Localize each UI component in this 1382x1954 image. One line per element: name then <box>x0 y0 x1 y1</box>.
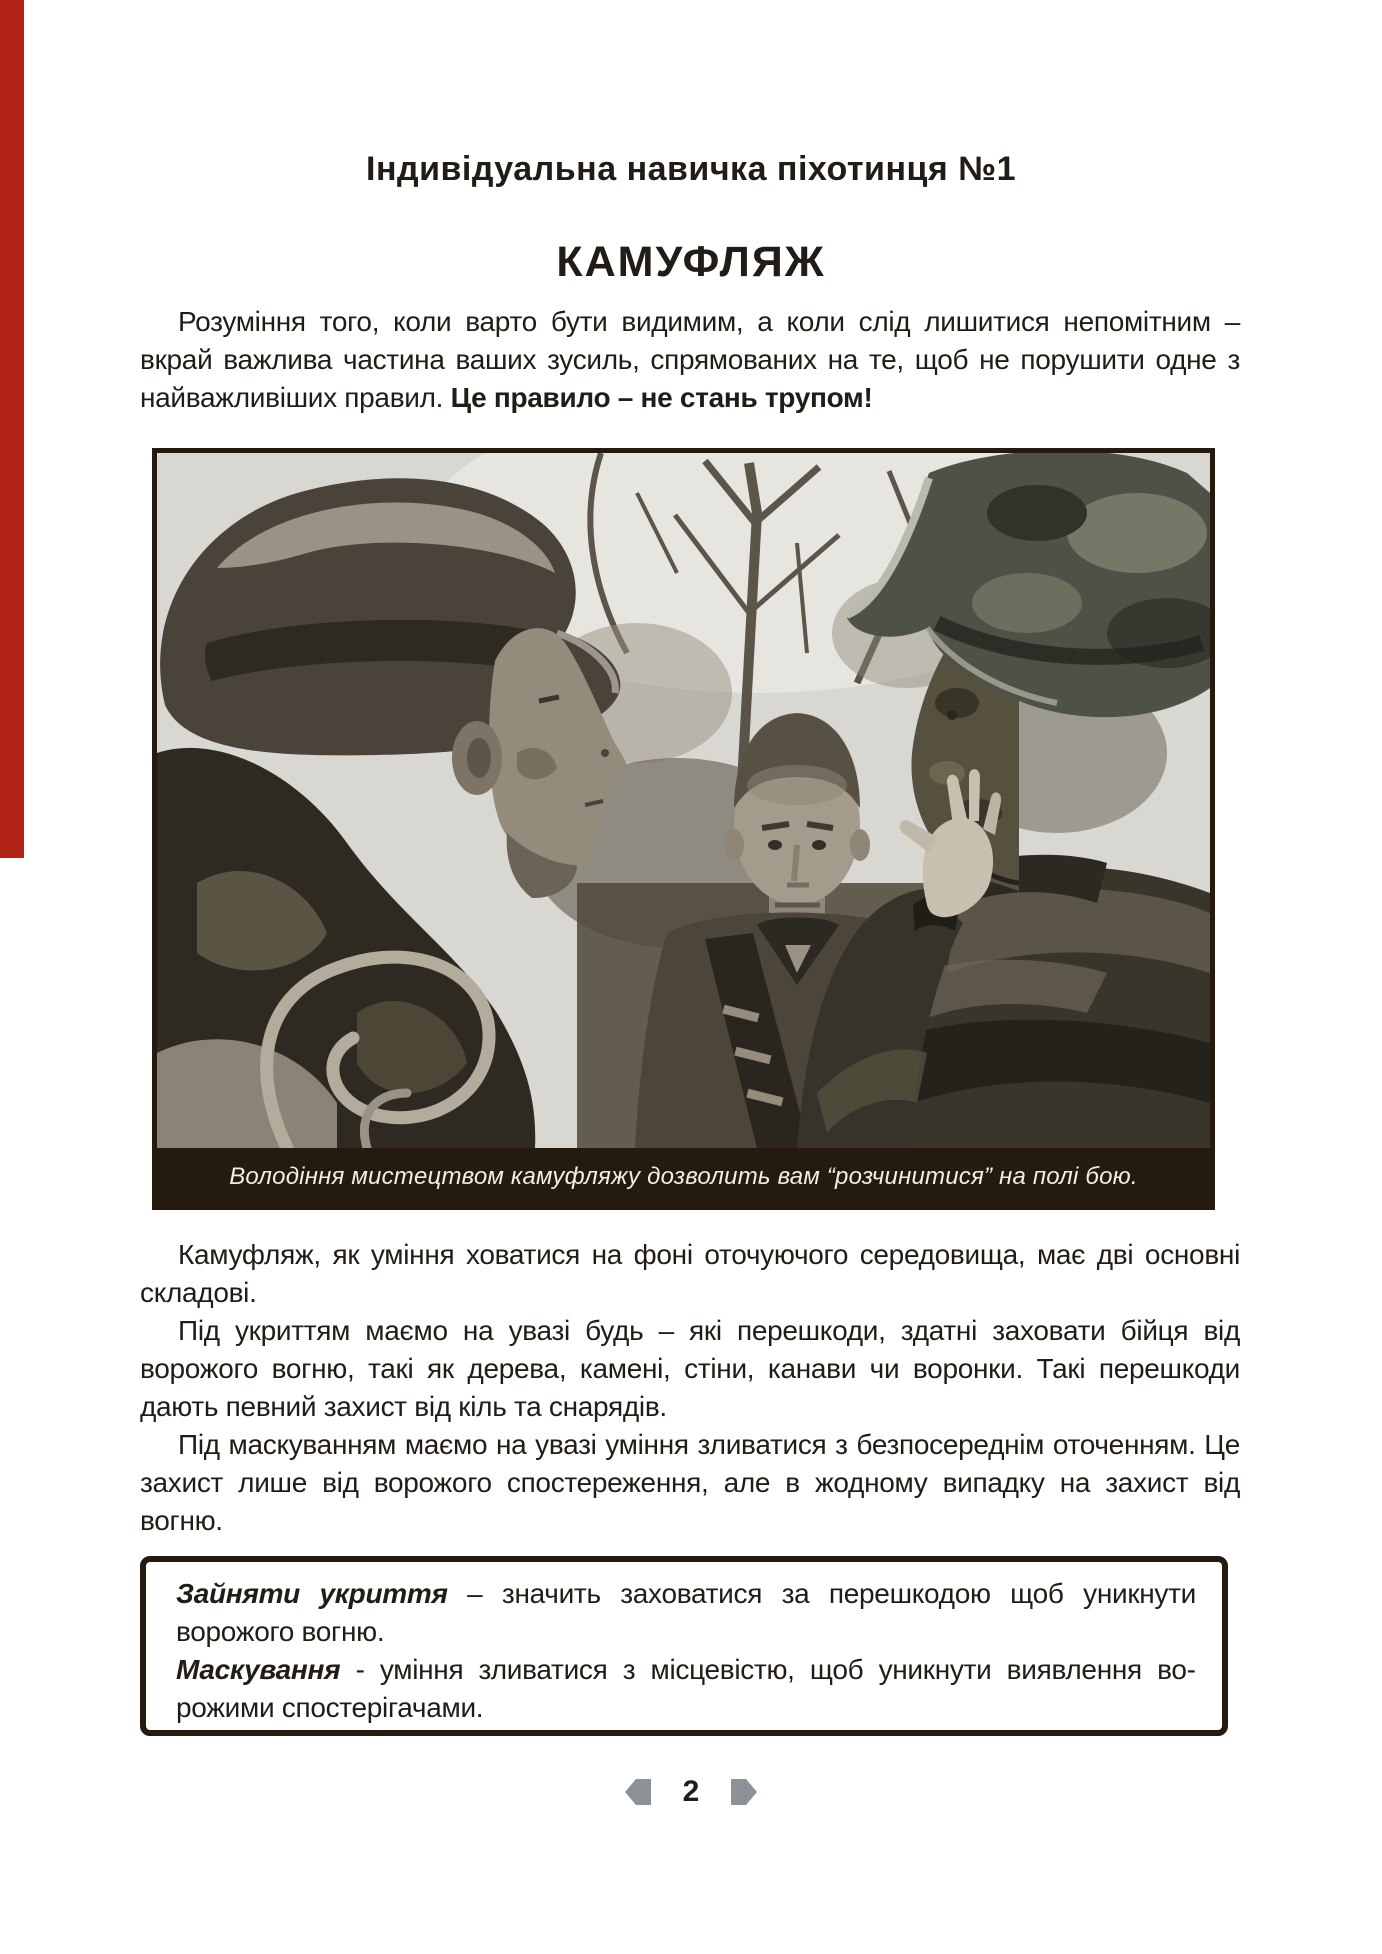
page-navigation <box>0 1775 1382 1808</box>
page-title: КАМУФЛЯЖ <box>556 238 826 286</box>
intro-text: Розуміння того, коли варто бути видимим, а коли слід лишитися непомітним – вкрай важлива частина ваших зусиль, спрямованих на те, щоб не порушити одне з найважливіших правил. <box>140 306 1240 413</box>
photo-block <box>152 448 1215 1210</box>
definition-masking-term: Маскування <box>176 1654 341 1685</box>
definition-cover <box>176 1575 1196 1651</box>
photo-caption: Володіння мистецтвом камуфляжу дозволить вам “розчинитися” на полі бою. <box>157 1148 1210 1205</box>
definition-cover-term: Зайняти укриття <box>176 1578 448 1609</box>
section-header: Індивідуальна навичка піхотинця №1 <box>366 150 1016 188</box>
paragraph-concealment: Під маскуванням маємо на увазі уміння зливатися з безпосереднім оточенням. Це захист лише від ворожого спостереження, але в жодному випадку на захист від вогню. <box>140 1429 1240 1536</box>
soldiers-camouflage-photo <box>157 453 1210 1148</box>
definition-masking <box>176 1651 1196 1727</box>
red-edge-bar <box>0 0 24 858</box>
body-text <box>140 1236 1240 1540</box>
paragraph-cover: Під укриттям маємо на увазі будь – які перешкоди, здатні заховати бійця від ворожого вогню, такі як дерева, камені, стіни, канави чи воронки. Такі перешкоди дають певний захист від кіль та снарядів. <box>140 1315 1240 1422</box>
page-number: 2 <box>682 1775 700 1808</box>
intro-bold-text: Це правило – не стань трупом! <box>450 382 873 413</box>
definition-masking-text: - уміння зливатися з місцевістю, щоб уникнути виявлення ворожими спостерігачами. <box>176 1654 1196 1723</box>
previous-page-icon[interactable] <box>625 1778 651 1806</box>
definitions-box <box>140 1556 1228 1736</box>
next-page-icon[interactable] <box>731 1778 757 1806</box>
paragraph-cover-intro: Камуфляж, як уміння ховатися на фоні оточуючого середовища, має дві основні складові. <box>140 1239 1240 1308</box>
intro-paragraph <box>140 303 1240 417</box>
definition-cover-text: – значить заховатися за перешкодою щоб уникнути ворожого вогню. <box>176 1578 1196 1647</box>
